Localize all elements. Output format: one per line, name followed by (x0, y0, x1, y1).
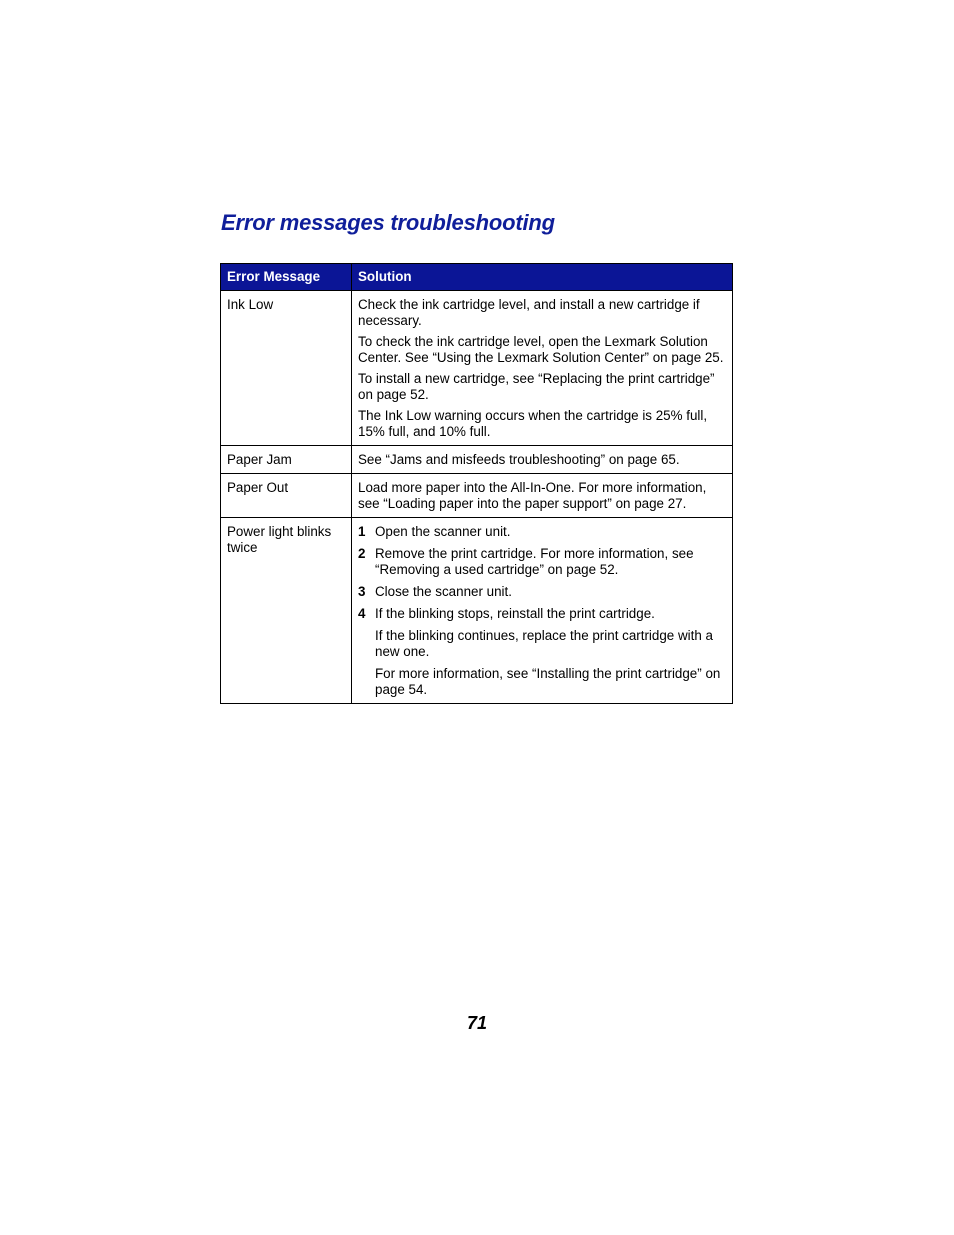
solution-cell (352, 291, 733, 446)
solution-paragraph: Load more paper into the All-In-One. For more information, see “Loading paper into the paper support” on page 27. (358, 480, 707, 511)
solution-paragraph: The Ink Low warning occurs when the cartridge is 25% full, 15% full, and 10% full. (358, 408, 708, 439)
step-text: Remove the print cartridge. For more information, see “Removing a used cartridge” on page 52. (375, 546, 694, 577)
error-message-cell: Paper Out (221, 474, 352, 518)
error-message-cell: Paper Jam (221, 446, 352, 474)
step-text: Open the scanner unit. (375, 524, 511, 539)
solution-cell (352, 446, 733, 474)
solution-cell (352, 474, 733, 518)
step-number: 3 (358, 584, 366, 599)
table-header-row (221, 264, 733, 291)
page-title: Error messages troubleshooting (221, 210, 555, 235)
table-row (221, 474, 733, 518)
table-row (221, 291, 733, 446)
solution-step (358, 524, 726, 540)
solution-paragraph: Check the ink cartridge level, and install a new cartridge if necessary. (358, 297, 700, 328)
step-subnote: For more information, see “Installing the print cartridge” on page 54. (375, 666, 721, 697)
step-number: 4 (358, 606, 366, 621)
solution-cell (352, 518, 733, 704)
header-error-message: Error Message (221, 264, 352, 291)
step-subnote: If the blinking continues, replace the print cartridge with a new one. (375, 628, 713, 659)
step-text: If the blinking stops, reinstall the print cartridge. (375, 606, 655, 621)
step-number: 1 (358, 524, 366, 539)
solution-step (358, 546, 726, 578)
solution-paragraph: To install a new cartridge, see “Replacing the print cartridge” on page 52. (358, 371, 715, 402)
table-row (221, 446, 733, 474)
step-number: 2 (358, 546, 366, 561)
solution-step (358, 606, 726, 622)
error-message-cell: Power light blinks twice (221, 518, 352, 704)
solution-paragraph: See “Jams and misfeeds troubleshooting” on page 65. (358, 452, 680, 467)
error-message-cell: Ink Low (221, 291, 352, 446)
solution-step (358, 584, 726, 600)
step-text: Close the scanner unit. (375, 584, 512, 599)
error-messages-table (220, 263, 733, 704)
solution-paragraph: To check the ink cartridge level, open the Lexmark Solution Center. See “Using the Lexmark Solution Center” on page 25. (358, 334, 724, 365)
table-row (221, 518, 733, 704)
header-solution: Solution (352, 264, 733, 291)
page-number: 71 (466, 1013, 488, 1033)
